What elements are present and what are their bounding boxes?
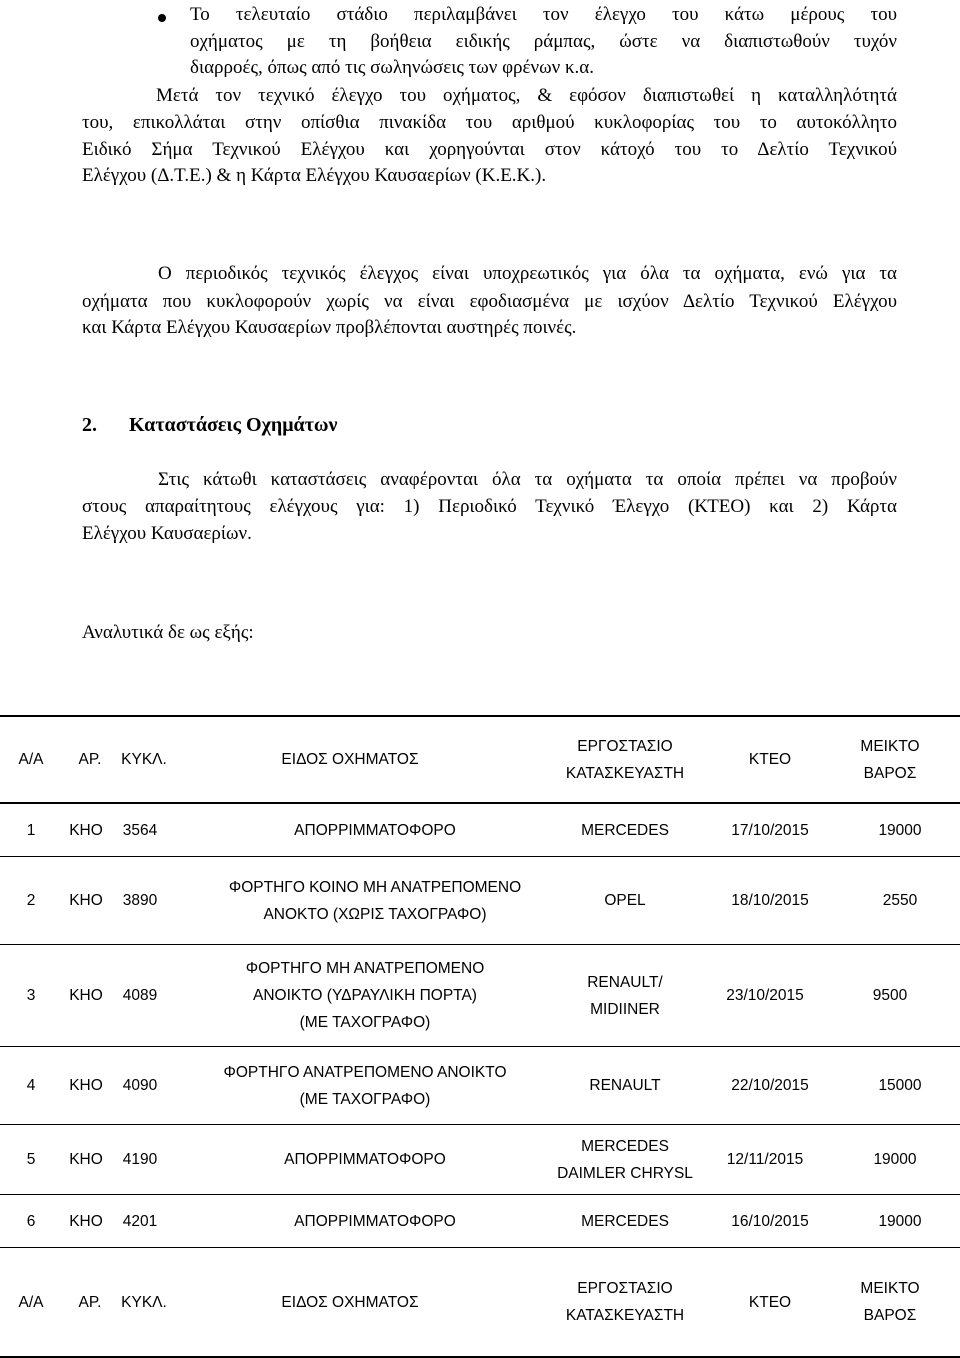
footer-header-weight-line-1: ΜΕΙΚΤΟ [860,1280,920,1297]
cell-num: 4090 [122,1077,158,1094]
cell-num: 3890 [122,892,158,909]
cell-kteo: 12/11/2015 [726,1151,804,1168]
header-weight-line-1: ΜΕΙΚΤΟ [860,737,920,755]
footer-header-maker-line-1: ΕΡΓΟΣΤΑΣΙΟ [577,1280,673,1297]
cell-type-line: ΦΟΡΤΗΓΟ ΜΗ ΑΝΑΤΡΕΠΟΜΕΝΟ [245,960,485,977]
cell-aa: 4 [26,1077,36,1094]
paragraph-states-line-1: Στις κάτωθι καταστάσεις αναφέρονται όλα τα οχήματα τα οποία πρέπει να προβούν [158,469,897,490]
footer-header-ar: ΑΡ. [78,1293,102,1311]
header-weight [820,717,960,802]
paragraph-mandatory-line-2: οχήματα που κυκλοφορούν χωρίς να είναι εφοδιασμένα με ισχύον Δελτίο Τεχνικού Ελέγχου [82,291,897,312]
paragraph-check-line-4: Ελέγχου (Δ.Τ.Ε.) & η Κάρτα Ελέγχου Καυσαερίων (Κ.Ε.Κ.). [82,165,547,186]
analytic-label: Αναλυτικά δε ως εξής: [82,622,254,643]
cell-kteo: 17/10/2015 [731,821,809,839]
cell-maker [530,1047,720,1124]
header-type: ΕΙΔΟΣ ΟΧΗΜΑΤΟΣ [281,751,419,768]
cell-type [170,945,560,1046]
header-kteo: ΚΤΕΟ [748,751,792,768]
cell-maker [530,1125,720,1194]
cell-type-line: ΦΟΡΤΗΓΟ ΚΟΙΝΟ ΜΗ ΑΝΑΤΡΕΠΟΜΕΝΟ [228,878,522,896]
footer-header-kykl: ΚΥΚΛ. [121,1293,167,1311]
cell-type [170,1195,580,1247]
paragraph-check-line-2: του, επικολλάται στην οπίσθια πινακίδα του αριθμού κυκλοφορίας του το αυτοκόλλητο [82,112,897,133]
cell-weight: 19000 [878,1212,922,1230]
cell-maker-line: MERCEDES [581,821,669,839]
cell-maker-line: MERCEDES [581,1137,669,1155]
bullet-line-2: οχήματος με τη βοήθεια ειδικής ράμπας, ώστε να διαπιστωθούν τυχόν [190,31,897,52]
section-number: 2. [82,414,97,436]
cell-maker-line: DAIMLER CHRYSL [557,1164,693,1182]
bullet-dot [158,14,166,22]
cell-num: 4201 [122,1212,158,1230]
footer-header-weight-line-2: ΒΑΡΟΣ [863,1307,917,1324]
cell-weight: 19000 [878,821,922,839]
header-maker-line-2: ΚΑΤΑΣΚΕΥΑΣΤΗ [565,764,685,782]
paragraph-states-line-2: στους απαραίτητους ελέγχους για: 1) Περιοδικό Τεχνικό Έλεγχο (ΚΤΕΟ) και 2) Κάρτα [82,496,897,517]
paragraph-mandatory-line-3: και Κάρτα Ελέγχου Καυσαερίων προβλέπονται αυστηρές ποινές. [82,317,577,338]
cell-aa: 3 [26,987,36,1004]
footer-header-type: ΕΙΔΟΣ ΟΧΗΜΑΤΟΣ [281,1293,419,1311]
cell-maker [530,1195,720,1247]
cell-aa: 1 [26,821,36,839]
section-title: Καταστάσεις Οχημάτων [129,414,338,436]
cell-type-line: ΑΝΟΙΚΤΟ (ΥΔΡΑΥΛΙΚΗ ΠΟΡΤΑ) [253,987,477,1004]
paragraph-mandatory-line-1: Ο περιοδικός τεχνικός έλεγχος είναι υποχρεωτικός για όλα τα οχήματα, ενώ για τα [158,263,897,284]
cell-ar: ΚΗΟ [69,892,103,909]
header-aa: Α/Α [18,751,44,768]
cell-kteo: 23/10/2015 [726,987,804,1004]
header-kykl: ΚΥΚΛ. [121,751,167,768]
cell-weight: 19000 [873,1151,917,1168]
cell-num: 4089 [122,987,158,1004]
cell-ar: ΚΗΟ [69,1212,103,1230]
cell-ar: ΚΗΟ [69,1077,103,1094]
cell-maker [530,804,720,856]
cell-type-line: (ΜΕ ΤΑΧΟΓΡΑΦΟ) [299,1014,431,1031]
cell-weight: 2550 [882,892,918,909]
cell-aa: 5 [26,1151,36,1168]
footer-header-kteo: ΚΤΕΟ [748,1293,792,1311]
cell-type [170,1125,560,1194]
bullet-line-1: Το τελευταίο στάδιο περιλαμβάνει τον έλεγχο του κάτω μέρους του [190,4,897,25]
header-weight-line-2: ΒΑΡΟΣ [863,764,917,782]
cell-weight: 9500 [872,987,908,1004]
cell-aa: 6 [26,1212,36,1230]
cell-type-line: ΑΠΟΡΡΙΜΜΑΤΟΦΟΡΟ [284,1151,446,1168]
cell-weight: 15000 [878,1077,922,1094]
paragraph-states-line-3: Ελέγχου Καυσαερίων. [82,523,252,544]
cell-maker-line: RENAULT [589,1077,661,1094]
cell-type-line: ΑΠΟΡΡΙΜΜΑΤΟΦΟΡΟ [294,1212,456,1230]
cell-type-line: ΑΝΟΚΤΟ (ΧΩΡΙΣ ΤΑΧΟΓΡΑΦΟ) [263,905,487,923]
cell-ar: ΚΗΟ [69,821,103,839]
cell-kteo: 16/10/2015 [731,1212,809,1230]
cell-maker [530,945,720,1046]
footer-header-maker-line-2: ΚΑΤΑΣΚΕΥΑΣΤΗ [565,1307,685,1324]
cell-type-line: (ΜΕ ΤΑΧΟΓΡΑΦΟ) [299,1090,431,1108]
cell-type [170,857,580,944]
header-maker-line-1: ΕΡΓΟΣΤΑΣΙΟ [577,737,673,755]
cell-type [170,1047,560,1124]
cell-maker-line: MERCEDES [581,1212,669,1230]
footer-header-maker [530,1248,720,1356]
header-ar: ΑΡ. [78,751,102,768]
cell-type-line: ΑΠΟΡΡΙΜΜΑΤΟΦΟΡΟ [294,821,456,839]
paragraph-check-line-3: Ειδικό Σήμα Τεχνικού Ελέγχου και χορηγούνται στον κάτοχό του το Δελτίο Τεχνικού [82,139,897,160]
cell-kteo: 22/10/2015 [731,1077,809,1094]
vehicles-table [0,715,960,1358]
cell-ar: ΚΗΟ [69,1151,103,1168]
bullet-line-3: διαρροές, όπως από τις σωληνώσεις των φρένων κ.α. [190,57,594,78]
cell-maker-line: OPEL [604,892,646,909]
header-maker [530,717,720,802]
cell-type-line: ΦΟΡΤΗΓΟ ΑΝΑΤΡΕΠΟΜΕΝΟ ΑΝΟΙΚΤΟ [223,1063,507,1081]
cell-aa: 2 [26,892,36,909]
footer-header-aa: Α/Α [18,1293,44,1311]
cell-maker [530,857,720,944]
cell-maker-line: RENAULT/ [587,973,663,991]
cell-maker-line: MIDIINER [590,1000,660,1018]
cell-num: 3564 [122,821,158,839]
cell-num: 4190 [122,1151,158,1168]
paragraph-check-line-1: Μετά τον τεχνικό έλεγχο του οχήματος, & εφόσον διαπιστωθεί η καταλληλότητά [156,85,897,106]
cell-kteo: 18/10/2015 [731,892,809,909]
footer-header-weight [820,1248,960,1356]
cell-type [170,804,580,856]
cell-ar: ΚΗΟ [69,987,103,1004]
